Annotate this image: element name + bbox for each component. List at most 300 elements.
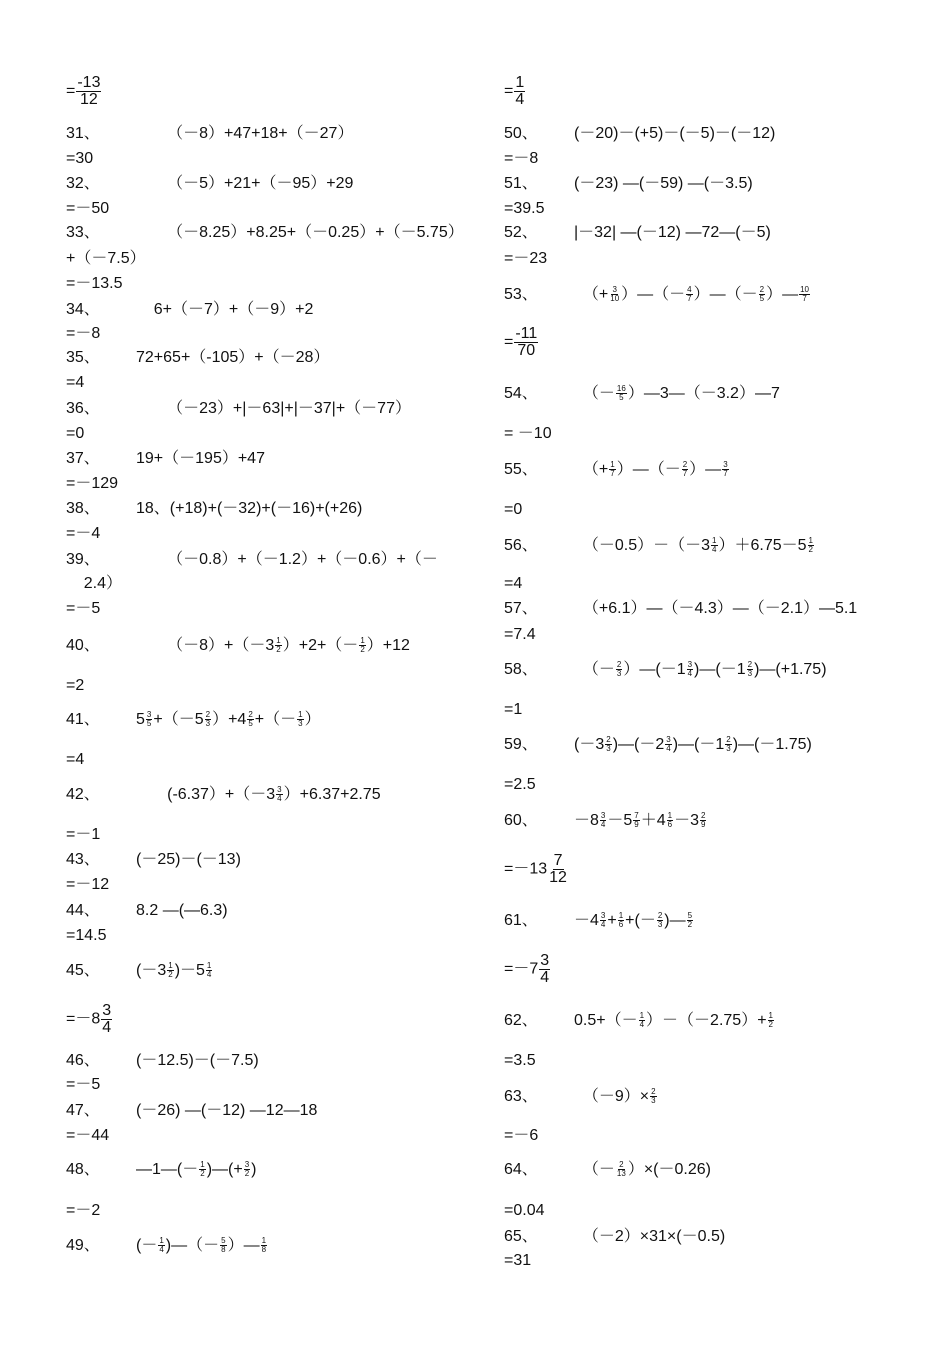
expression-text: =－8 xyxy=(66,1010,101,1028)
exercise-number: 36、 xyxy=(66,400,100,417)
expression-text: ）— xyxy=(227,1237,260,1254)
fraction xyxy=(650,1088,656,1105)
expression-text: 6+（－7）+（－9）+2 xyxy=(136,301,314,318)
fraction-numerator: 3 xyxy=(540,952,550,969)
expression-text: )－5 xyxy=(174,962,205,979)
answer-line xyxy=(66,249,146,269)
fraction-denominator: 2 xyxy=(687,920,693,930)
exercise-number: 52、 xyxy=(504,224,538,241)
fraction-denominator: 7 xyxy=(682,469,688,479)
answer-line xyxy=(504,853,569,886)
fraction-denominator: 2 xyxy=(768,1020,773,1030)
fraction xyxy=(220,1237,226,1254)
expression-text: （－8）+47+18+（－27） xyxy=(136,125,354,142)
fraction-numerator: 3 xyxy=(612,285,617,295)
fraction xyxy=(514,75,525,108)
fraction xyxy=(808,537,814,554)
answer-line xyxy=(504,75,526,108)
expression-text: ）+2+（－ xyxy=(282,637,359,654)
answer-line xyxy=(504,500,522,520)
answer-line xyxy=(66,524,100,544)
fraction-numerator: 3 xyxy=(687,660,693,670)
fraction xyxy=(206,962,212,979)
expression-text: )—(+ xyxy=(206,1161,243,1178)
exercise-line xyxy=(504,660,827,680)
expression-text: =－129 xyxy=(66,475,119,492)
fraction xyxy=(722,461,728,478)
answer-line xyxy=(66,424,84,444)
exercise-number: 48、 xyxy=(66,1161,100,1178)
fraction xyxy=(665,736,671,753)
fraction-denominator: 3 xyxy=(205,719,211,729)
answer-line xyxy=(66,750,84,770)
expression-text: （+6.1）—（－4.3）—（－2.1）—5.1 xyxy=(574,600,858,617)
exercise-number: 63、 xyxy=(504,1088,538,1105)
expression-text: (-6.37）+（－3 xyxy=(136,786,276,803)
fraction-denominator: 4 xyxy=(666,744,671,754)
exercise-line xyxy=(66,636,410,656)
exercise-number: 38、 xyxy=(66,500,100,517)
fraction-denominator: 2 xyxy=(200,1169,205,1179)
fraction-numerator: 1 xyxy=(639,1011,645,1021)
fraction-denominator: 3 xyxy=(606,744,611,754)
fraction-denominator: 2 xyxy=(276,645,281,655)
exercise-line xyxy=(66,223,464,243)
fraction xyxy=(244,1161,250,1178)
fraction xyxy=(657,912,663,929)
exercise-line xyxy=(504,1011,775,1031)
exercise-line xyxy=(66,1051,259,1071)
fraction xyxy=(725,736,731,753)
expression-text: ）＋6.75－5 xyxy=(718,537,807,554)
fraction-numerator: 3 xyxy=(102,1002,112,1019)
expression-text: )—(+1.75) xyxy=(754,661,827,678)
exercise-line xyxy=(66,1160,256,1180)
exercise-line xyxy=(504,599,857,619)
answer-line xyxy=(504,249,547,269)
fraction xyxy=(799,286,810,303)
fraction-denominator: 70 xyxy=(517,342,536,359)
fraction-denominator: 13 xyxy=(616,1169,626,1179)
expression-text: (－23) —(－59) —(－3.5) xyxy=(574,175,753,192)
expression-text: ）+6.37+2.75 xyxy=(283,786,381,803)
expression-text: ）—(－1 xyxy=(623,661,686,678)
expression-text: ＋4 xyxy=(640,812,666,829)
exercise-line xyxy=(66,499,362,519)
exercise-line xyxy=(504,811,707,831)
answer-line xyxy=(66,926,106,946)
exercise-number: 47、 xyxy=(66,1102,100,1119)
answer-line xyxy=(504,1051,536,1071)
expression-text: =－13 xyxy=(504,860,548,878)
answer-line xyxy=(504,574,522,594)
expression-text: （+ xyxy=(574,286,609,303)
fraction xyxy=(747,661,753,678)
fraction xyxy=(275,637,281,654)
fraction xyxy=(700,812,706,829)
fraction-numerator: 7 xyxy=(634,811,639,821)
expression-text: =7.4 xyxy=(504,626,536,643)
expression-text: =－1 xyxy=(66,826,101,843)
exercise-line xyxy=(504,223,771,243)
expression-text: =4 xyxy=(504,575,523,592)
exercise-number: 35、 xyxy=(66,349,100,366)
expression-text: )—(－2 xyxy=(612,736,665,753)
fraction xyxy=(297,711,303,728)
expression-text: +(－ xyxy=(625,912,656,929)
fraction-numerator: 2 xyxy=(726,735,731,745)
fraction-denominator: 2 xyxy=(808,545,813,555)
expression-text: =－13.5 xyxy=(66,275,123,292)
expression-text: —1—(－ xyxy=(136,1161,199,1178)
expression-text: （－8.25）+8.25+（－0.25）+（－5.75） xyxy=(136,224,464,241)
exercise-line xyxy=(504,124,775,144)
fraction-numerator: 7 xyxy=(553,852,563,869)
fraction-numerator: 10 xyxy=(800,285,810,295)
expression-text: （－0.5）－（－3 xyxy=(574,537,711,554)
fraction-denominator: 4 xyxy=(639,1020,645,1030)
exercise-line xyxy=(66,449,265,469)
expression-text: ）+12 xyxy=(366,637,410,654)
exercise-number: 59、 xyxy=(504,736,538,753)
exercise-line xyxy=(66,850,241,870)
fraction-numerator: 5 xyxy=(687,911,693,921)
exercise-number: 56、 xyxy=(504,537,538,554)
exercise-number: 53、 xyxy=(504,286,538,303)
fraction xyxy=(600,812,606,829)
exercise-number: 41、 xyxy=(66,711,100,728)
answer-line xyxy=(66,324,100,344)
fraction-numerator: 1 xyxy=(276,636,281,646)
expression-text: =2.5 xyxy=(504,776,536,793)
exercise-number: 31、 xyxy=(66,125,100,142)
expression-text: =31 xyxy=(504,1252,532,1269)
answer-line xyxy=(66,274,123,294)
fraction xyxy=(768,1012,774,1029)
exercise-line xyxy=(66,124,353,144)
expression-text: (－20)－(+5)－(－5)－(－12) xyxy=(574,125,776,142)
expression-text: （－ xyxy=(574,661,615,678)
expression-text: =0 xyxy=(66,425,85,442)
expression-text: =－23 xyxy=(504,250,548,267)
fraction-numerator: 1 xyxy=(261,1236,267,1246)
exercise-line xyxy=(66,961,213,981)
exercise-number: 57、 xyxy=(504,600,538,617)
answer-line xyxy=(504,953,551,986)
expression-text: 8.2 —(—6.3) xyxy=(136,902,228,919)
expression-text: = xyxy=(504,333,514,351)
expression-text: = xyxy=(504,82,514,100)
expression-text: )—(－1 xyxy=(694,661,746,678)
expression-text: )— xyxy=(664,912,686,929)
expression-text: =－2 xyxy=(66,1202,101,1219)
exercise-line xyxy=(504,460,730,480)
answer-line xyxy=(504,149,538,169)
answer-line xyxy=(504,424,552,444)
expression-text: （－ xyxy=(574,385,615,402)
fraction-denominator: 3 xyxy=(726,744,731,754)
expression-text: ）+4 xyxy=(212,711,247,728)
fraction xyxy=(616,661,622,678)
fraction-denominator: 5 xyxy=(146,719,152,729)
fraction xyxy=(618,912,624,929)
fraction-numerator: 3 xyxy=(666,735,671,745)
fraction xyxy=(146,711,152,728)
expression-text: (－26) —(－12) —12—18 xyxy=(136,1102,318,1119)
fraction-numerator: 1 xyxy=(667,811,673,821)
fraction-denominator: 7 xyxy=(610,469,615,479)
exercise-number: 55、 xyxy=(504,461,538,478)
expression-text: －3 xyxy=(674,812,699,829)
answer-line xyxy=(66,875,109,895)
exercise-line xyxy=(504,384,780,404)
expression-text: （－8）+（－3 xyxy=(136,637,275,654)
exercise-line xyxy=(504,1087,658,1107)
exercise-line xyxy=(504,1227,725,1247)
expression-text: －5 xyxy=(607,812,633,829)
fraction xyxy=(639,1012,645,1029)
expression-text: ）—（－ xyxy=(621,286,686,303)
fraction-numerator: 1 xyxy=(808,536,813,546)
expression-text: =－50 xyxy=(66,200,110,217)
fraction xyxy=(247,711,253,728)
answer-line xyxy=(504,775,536,795)
fraction-numerator: 2 xyxy=(651,1087,656,1097)
expression-text: ）— xyxy=(689,461,722,478)
exercise-number: 49、 xyxy=(66,1237,100,1254)
expression-text: （－ xyxy=(574,1161,615,1178)
exercise-number: 58、 xyxy=(504,661,538,678)
expression-text: =4 xyxy=(66,751,85,768)
answer-line xyxy=(66,1126,109,1146)
fraction-numerator: 2 xyxy=(619,1160,624,1170)
fraction-denominator: 6 xyxy=(667,820,673,830)
expression-text: （－5）+21+（－95）+29 xyxy=(136,175,354,192)
fraction xyxy=(609,286,620,303)
exercise-line xyxy=(66,901,228,921)
fraction xyxy=(605,736,611,753)
fraction-denominator: 4 xyxy=(277,794,282,804)
expression-text: =－44 xyxy=(66,1127,110,1144)
fraction-numerator: 5 xyxy=(221,1236,226,1246)
fraction-numerator: 1 xyxy=(298,710,303,720)
fraction-denominator: 4 xyxy=(102,1019,112,1036)
fraction xyxy=(633,812,639,829)
fraction xyxy=(539,953,550,986)
exercise-number: 51、 xyxy=(504,175,538,192)
exercise-number: 42、 xyxy=(66,786,100,803)
fraction-denominator: 8 xyxy=(261,1245,267,1255)
fraction-numerator: 1 xyxy=(168,961,173,971)
fraction-denominator: 3 xyxy=(747,669,753,679)
exercise-number: 54、 xyxy=(504,385,538,402)
answer-line xyxy=(504,1251,531,1271)
fraction-denominator: 10 xyxy=(610,294,620,304)
fraction xyxy=(609,461,615,478)
expression-text: （－23）+|－63|+|－37|+（－77） xyxy=(136,400,411,417)
fraction-numerator: 3 xyxy=(723,460,728,470)
fraction-numerator: 1 xyxy=(206,961,212,971)
fraction-denominator: 5 xyxy=(619,393,624,403)
answer-line xyxy=(66,574,122,594)
answer-line xyxy=(66,825,100,845)
answer-line xyxy=(66,474,118,494)
fraction-denominator: 3 xyxy=(651,1096,656,1106)
fraction xyxy=(205,711,211,728)
expression-text: （－2）×31×(－0.5) xyxy=(574,1228,726,1245)
fraction-numerator: 2 xyxy=(606,735,611,745)
fraction-denominator: 4 xyxy=(515,91,525,108)
fraction xyxy=(687,661,693,678)
expression-text: + xyxy=(607,912,617,929)
fraction-denominator: 6 xyxy=(618,920,624,930)
exercise-number: 64、 xyxy=(504,1161,538,1178)
answer-line xyxy=(66,676,84,696)
exercise-line xyxy=(504,911,694,931)
exercise-line xyxy=(504,735,812,755)
fraction-numerator: 4 xyxy=(687,285,692,295)
answer-line xyxy=(66,599,100,619)
expression-text: +（－ xyxy=(254,711,297,728)
expression-text: =14.5 xyxy=(66,927,107,944)
expression-text: =3.5 xyxy=(504,1052,536,1069)
fraction-numerator: 3 xyxy=(146,710,152,720)
expression-text: =－7 xyxy=(504,960,539,978)
exercise-number: 44、 xyxy=(66,902,100,919)
fraction-numerator: 1 xyxy=(159,1236,164,1246)
expression-text: =39.5 xyxy=(504,200,545,217)
exercise-line xyxy=(66,174,353,194)
expression-text: ） xyxy=(304,711,321,728)
expression-text: 2.4） xyxy=(66,575,123,592)
fraction-numerator: 1 xyxy=(712,536,717,546)
fraction-numerator: 1 xyxy=(618,911,624,921)
fraction-denominator: 12 xyxy=(549,869,567,886)
fraction-denominator: 8 xyxy=(221,1245,226,1255)
exercise-line xyxy=(66,348,329,368)
exercise-number: 33、 xyxy=(66,224,100,241)
fraction xyxy=(686,286,692,303)
fraction xyxy=(167,962,173,979)
fraction-numerator: 2 xyxy=(205,710,211,720)
fraction-numerator: 3 xyxy=(277,785,282,795)
fraction-numerator: 1 xyxy=(360,636,365,646)
expression-text: )—(－1.75) xyxy=(732,736,812,753)
fraction-denominator: 2 xyxy=(168,970,173,980)
fraction-denominator: 4 xyxy=(159,1245,164,1255)
exercise-line xyxy=(66,1236,268,1256)
expression-text: ）×(－0.26) xyxy=(627,1161,711,1178)
fraction-numerator: 1 xyxy=(200,1160,205,1170)
exercise-number: 61、 xyxy=(504,912,538,929)
fraction-denominator: 7 xyxy=(802,294,807,304)
expression-text: = xyxy=(66,82,76,100)
expression-text: =30 xyxy=(66,150,94,167)
expression-text: （－0.8）+（－1.2）+（－0.6）+（－ xyxy=(136,551,438,568)
exercise-number: 34、 xyxy=(66,301,100,318)
fraction-denominator: 3 xyxy=(616,669,622,679)
exercise-number: 46、 xyxy=(66,1052,100,1069)
exercise-line xyxy=(66,1101,317,1121)
expression-text: =－12 xyxy=(66,876,110,893)
exercise-number: 32、 xyxy=(66,175,100,192)
fraction xyxy=(76,75,101,108)
expression-text: （－9）× xyxy=(574,1088,650,1105)
expression-text: +（－7.5） xyxy=(66,250,146,267)
expression-text: ）—（－ xyxy=(616,461,681,478)
expression-text: ）—（－ xyxy=(693,286,758,303)
fraction-numerator: 1 xyxy=(515,74,525,91)
expression-text: （+ xyxy=(574,461,609,478)
fraction-denominator: 4 xyxy=(540,969,550,986)
expression-text: 5 xyxy=(136,711,145,728)
expression-text: －8 xyxy=(574,812,599,829)
fraction-denominator: 7 xyxy=(723,469,728,479)
fraction xyxy=(600,912,606,929)
fraction xyxy=(158,1237,164,1254)
expression-text: =－5 xyxy=(66,1076,101,1093)
fraction xyxy=(359,637,365,654)
fraction-denominator: 4 xyxy=(600,820,606,830)
expression-text: =0.04 xyxy=(504,1202,545,1219)
answer-line xyxy=(504,1201,544,1221)
expression-text: )—（－ xyxy=(165,1237,220,1254)
fraction xyxy=(667,812,673,829)
exercise-line xyxy=(66,300,313,320)
expression-text: ）—3—（－3.2）—7 xyxy=(627,385,780,402)
answer-line xyxy=(504,326,539,359)
answer-line xyxy=(66,1003,113,1036)
fraction-denominator: 2 xyxy=(244,1169,250,1179)
fraction-numerator: 2 xyxy=(682,460,688,470)
answer-line xyxy=(66,1201,100,1221)
answer-line xyxy=(504,625,536,645)
fraction-numerator: -13 xyxy=(77,74,101,91)
fraction-numerator: 2 xyxy=(248,710,253,720)
expression-text: 72+65+（-105）+（－28） xyxy=(136,349,330,366)
exercise-number: 62、 xyxy=(504,1012,538,1029)
answer-line xyxy=(66,149,93,169)
answer-line xyxy=(504,199,544,219)
exercise-line xyxy=(504,1160,711,1180)
exercise-number: 39、 xyxy=(66,551,100,568)
exercise-number: 45、 xyxy=(66,962,100,979)
expression-text: (－ xyxy=(136,1237,158,1254)
expression-text: =0 xyxy=(504,501,523,518)
exercise-line xyxy=(504,536,815,556)
fraction-denominator: 12 xyxy=(80,91,98,108)
exercise-number: 65、 xyxy=(504,1228,538,1245)
fraction xyxy=(682,461,688,478)
expression-text: (－3 xyxy=(136,962,167,979)
fraction xyxy=(548,853,568,886)
expression-text: =－4 xyxy=(66,525,101,542)
fraction-denominator: 2 xyxy=(360,645,365,655)
expression-text: =4 xyxy=(66,374,85,391)
fraction xyxy=(199,1161,205,1178)
expression-text: +（－5 xyxy=(153,711,204,728)
fraction-numerator: 3 xyxy=(600,811,606,821)
fraction-denominator: 3 xyxy=(298,719,303,729)
exercise-line xyxy=(66,785,381,805)
answer-line xyxy=(504,700,522,720)
fraction-numerator: 1 xyxy=(610,460,615,470)
fraction-numerator: 2 xyxy=(747,660,753,670)
fraction-denominator: 4 xyxy=(206,970,212,980)
answer-line xyxy=(66,373,84,393)
fraction xyxy=(711,537,717,554)
fraction xyxy=(514,326,538,359)
